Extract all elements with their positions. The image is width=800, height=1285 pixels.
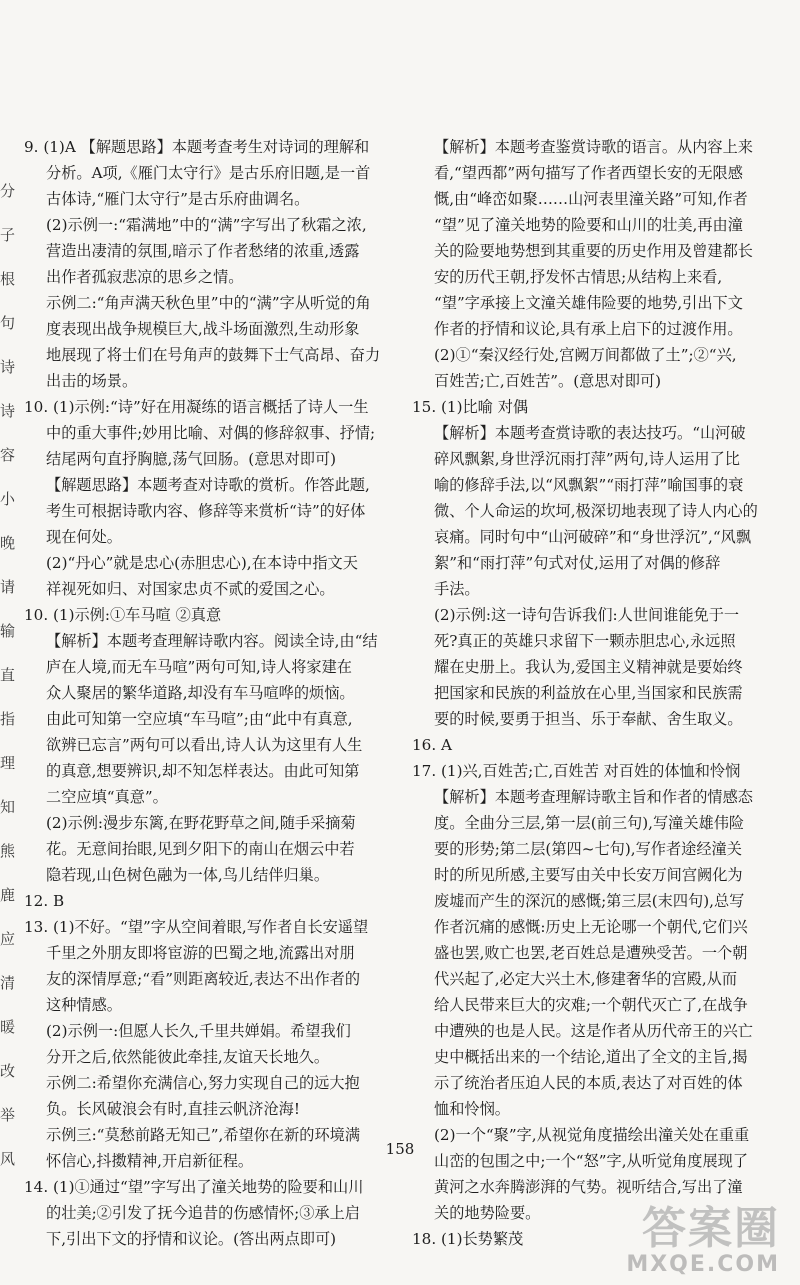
text-line: 花。无意间抬眼,见到夕阳下的南山在烟云中若 — [46, 840, 355, 858]
text-line: 要的形势;第二层(第四~七句),写作者途经潼关 — [434, 840, 742, 858]
text-line: 碎风飘絮,身世浮沉雨打萍”两句,诗人运用了比 — [434, 450, 740, 468]
text-line: 现在何处。 — [46, 528, 122, 546]
text-line: 手法。 — [434, 580, 480, 598]
margin-char: 鹿 — [0, 886, 16, 904]
text-line: 14. (1)①通过“望”字写出了潼关地势的险要和山川 — [24, 1178, 364, 1196]
text-line: 的真意,想要辨识,却不知怎样表达。由此可知第 — [46, 762, 360, 780]
text-line: 营造出凄清的氛围,暗示了作者愁绪的浓重,透露 — [46, 242, 360, 260]
text-line: 怀信心,抖擞精神,开启新征程。 — [46, 1152, 254, 1170]
margin-char: 风 — [0, 1150, 16, 1168]
margin-char: 请 — [0, 578, 16, 596]
text-line: 【解析】本题考查赏诗歌的表达技巧。“山河破 — [434, 424, 746, 442]
text-line: 出击的场景。 — [46, 372, 138, 390]
text-line: 16. A — [412, 736, 452, 754]
margin-char: 容 — [0, 446, 16, 464]
text-line: (2)示例:这一诗句告诉我们:人世间谁能免于一 — [434, 606, 740, 624]
margin-char: 小 — [0, 490, 16, 508]
text-line: 10. (1)示例:“诗”好在用凝练的语言概括了诗人一生 — [24, 398, 369, 416]
margin-char: 子 — [0, 226, 16, 244]
text-line: 下,引出下文的抒情和议论。(答出两点即可) — [46, 1230, 337, 1248]
text-line: “望”见了潼关地势的险要和山川的壮美,再由潼 — [434, 216, 743, 234]
text-line: 15. (1)比喻 对偶 — [412, 398, 529, 416]
text-line: 废墟而产生的深沉的感慨;第三层(末四句),总写 — [434, 892, 745, 910]
text-line: 的壮美;②引发了抚今追昔的伤感情怀;③承上启 — [46, 1204, 360, 1222]
text-line: 中遭殃的也是人民。这是作者从历代帝王的兴亡 — [434, 1022, 753, 1040]
text-line: 作者沉痛的感慨:历史上无论哪一个朝代,它们兴 — [434, 918, 748, 936]
text-line: 作者的抒情和议论,具有承上启下的过渡作用。 — [434, 320, 743, 338]
text-line: 度表现出战争规模巨大,战斗场面激烈,生动形象 — [46, 320, 360, 338]
text-line: 祥视死如归、对国家忠贞不贰的爱国之心。 — [46, 580, 335, 598]
text-line: 友的深情厚意;“看”则距离较近,表达不出作者的 — [46, 970, 361, 988]
text-line: 千里之外朋友即将宦游的巴蜀之地,流露出对朋 — [46, 944, 355, 962]
text-line: 示例二:希望你充满信心,努力实现自己的远大抱 — [46, 1074, 360, 1092]
margin-char: 清 — [0, 974, 16, 992]
margin-char: 句 — [0, 314, 16, 332]
text-line: (2)示例一:但愿人长久,千里共婵娟。希望我们 — [46, 1022, 351, 1040]
text-line: 负。长风破浪会有时,直挂云帆济沧海! — [46, 1100, 300, 1118]
margin-char: 诗 — [0, 358, 16, 376]
text-line: 恤和怜悯。 — [434, 1100, 510, 1118]
text-line: 【解析】本题考查理解诗歌内容。阅读全诗,由“结 — [46, 632, 378, 650]
text-line: 盛也罢,败亡也罢,老百姓总是遭殃受苦。一个朝 — [434, 944, 748, 962]
margin-char: 直 — [0, 666, 16, 684]
text-line: 考生可根据诗歌内容、修辞等来赏析“诗”的好体 — [46, 502, 366, 520]
page-number: 158 — [385, 1140, 415, 1158]
text-line: 由此可知第一空应填“车马喧”;由“此中有真意, — [46, 710, 353, 728]
text-line: 关的地势险要。 — [434, 1204, 541, 1222]
margin-char: 熊 — [0, 842, 16, 860]
text-line: (2)示例:漫步东篱,在野花野草之间,随手采摘菊 — [46, 814, 356, 832]
text-line: 9. (1)A 【解题思路】本题考查考生对诗词的理解和 — [24, 138, 370, 156]
text-line: 【解析】本题考查鉴赏诗歌的语言。从内容上来 — [434, 138, 753, 156]
text-line: 古体诗,“雁门太守行”是古乐府曲调名。 — [46, 190, 310, 208]
text-line: 黄河之水奔腾澎湃的气势。视听结合,写出了潼 — [434, 1178, 743, 1196]
text-line: 山峦的包围之中;一个“怒”字,从听觉角度展现了 — [434, 1152, 749, 1170]
text-line: 示例三:“莫愁前路无知己”,希望你在新的环境满 — [46, 1126, 361, 1144]
text-line: 安的历代王朝,抒发怀古情思;从结构上来看, — [434, 268, 723, 286]
text-line: 10. (1)示例:①车马喧 ②真意 — [24, 606, 222, 624]
watermark-url: MXQE.COM — [626, 1252, 780, 1277]
text-line: 12. B — [24, 892, 65, 910]
text-line: 出作者孤寂悲凉的思乡之情。 — [46, 268, 244, 286]
margin-char: 应 — [0, 930, 16, 948]
text-line: 分析。A项,《雁门太守行》是古乐府旧题,是一首 — [46, 164, 371, 182]
margin-char: 知 — [0, 798, 16, 816]
text-line: 众人聚居的繁华道路,却没有车马喧哗的烦恼。 — [46, 684, 355, 702]
margin-char: 举 — [0, 1106, 16, 1124]
text-line: 死?真正的英雄只求留下一颗赤胆忠心,永远照 — [434, 632, 736, 650]
text-line: 微、个人命运的坎坷,极深切地表现了诗人内心的 — [434, 502, 758, 520]
text-line: 史中概括出来的一个结论,道出了全文的主旨,揭 — [434, 1048, 748, 1066]
text-line: 庐在人境,而无车马喧”两句可知,诗人将家建在 — [46, 658, 352, 676]
margin-char: 输 — [0, 622, 16, 640]
margin-char: 暖 — [0, 1018, 16, 1036]
text-line: 把国家和民族的利益放在心里,当国家和民族需 — [434, 684, 743, 702]
margin-char: 分 — [0, 182, 16, 200]
text-line: 关的险要地势想到其重要的历史作用及曾建都长 — [434, 242, 753, 260]
text-line: 给人民带来巨大的灾难;一个朝代灭亡了,在战争 — [434, 996, 748, 1014]
text-line: 18. (1)长势繁茂 — [412, 1230, 524, 1248]
text-line: 【解题思路】本题考查对诗歌的赏析。作答此题, — [46, 476, 370, 494]
watermark — [593, 1192, 788, 1282]
text-line: 示了统治者压迫人民的本质,表达了对百姓的体 — [434, 1074, 743, 1092]
text-line: 地展现了将士们在号角声的鼓舞下士气高昂、奋力 — [46, 346, 381, 364]
margin-char: 理 — [0, 754, 16, 772]
text-line: 时的所见所感,主要写由关中长安万间宫阙化为 — [434, 866, 743, 884]
text-line: 中的重大事件;妙用比喻、对偶的修辞叙事、抒情; — [46, 424, 376, 442]
text-line: 要的时候,要勇于担当、乐于奉献、舍生取义。 — [434, 710, 743, 728]
text-line: 这种情感。 — [46, 996, 122, 1014]
margin-char: 根 — [0, 270, 16, 288]
text-line: (2)“丹心”就是忠心(赤胆忠心),在本诗中指文天 — [46, 554, 358, 572]
text-line: 结尾两句直抒胸臆,荡气回肠。(意思对即可) — [46, 450, 337, 468]
text-line: 隐若现,山色树色融为一体,鸟儿结伴归巢。 — [46, 866, 330, 884]
watermark-logo: 答案圈 — [642, 1203, 780, 1254]
text-line: 代兴起了,必定大兴土木,修建奢华的宫殿,从而 — [434, 970, 738, 988]
text-line: 17. (1)兴,百姓苦;亡,百姓苦 对百姓的体恤和怜悯 — [412, 762, 741, 780]
text-line: 看,“望西都”两句描写了作者西望长安的无限感 — [434, 164, 743, 182]
text-line: 絮”和“雨打萍”句式对仗,运用了对偶的修辞 — [434, 554, 721, 572]
margin-char: 诗 — [0, 402, 16, 420]
text-line: 耀在史册上。我认为,爱国主义精神就是要始终 — [434, 658, 743, 676]
text-line: 【解析】本题考查理解诗歌主旨和作者的情感态 — [434, 788, 753, 806]
text-line: 喻的修辞手法,以“风飘絮”“雨打萍”喻国事的衰 — [434, 476, 744, 494]
text-line: 示例二:“角声满天秋色里”中的“满”字从听觉的角 — [46, 294, 371, 312]
margin-char: 指 — [0, 710, 16, 728]
right-column — [412, 134, 780, 1252]
margin-char: 改 — [0, 1062, 16, 1080]
text-line: “望”字承接上文潼关雄伟险要的地势,引出下文 — [434, 294, 743, 312]
left-column — [24, 134, 386, 1252]
margin-char: 晚 — [0, 534, 16, 552]
text-line: 慨,由“峰峦如聚……山河表里潼关路”可知,作者 — [434, 190, 748, 208]
text-line: 度。全曲分三层,第一层(前三句),写潼关雄伟险 — [434, 814, 745, 832]
text-line: 哀痛。同时句中“山河破碎”和“身世浮沉”,“风飘 — [434, 528, 752, 546]
text-line: (2)示例一:“霜满地”中的“满”字写出了秋霜之浓, — [46, 216, 367, 234]
text-line: 分开之后,依然能彼此牵挂,友谊天长地久。 — [46, 1048, 330, 1066]
text-line: (2)①“秦汉经行处,宫阙万间都做了土”;②“兴, — [434, 346, 737, 364]
text-line: (2)一个“聚”字,从视觉角度描绘出潼关处在重重 — [434, 1126, 750, 1144]
text-line: 13. (1)不好。“望”字从空间着眼,写作者自长安遥望 — [24, 918, 369, 936]
text-line: 欲辨已忘言”两句可以看出,诗人认为这里有人生 — [46, 736, 363, 754]
text-line: 二空应填“真意”。 — [46, 788, 168, 806]
text-line: 百姓苦;亡,百姓苦”。(意思对即可) — [434, 372, 661, 390]
